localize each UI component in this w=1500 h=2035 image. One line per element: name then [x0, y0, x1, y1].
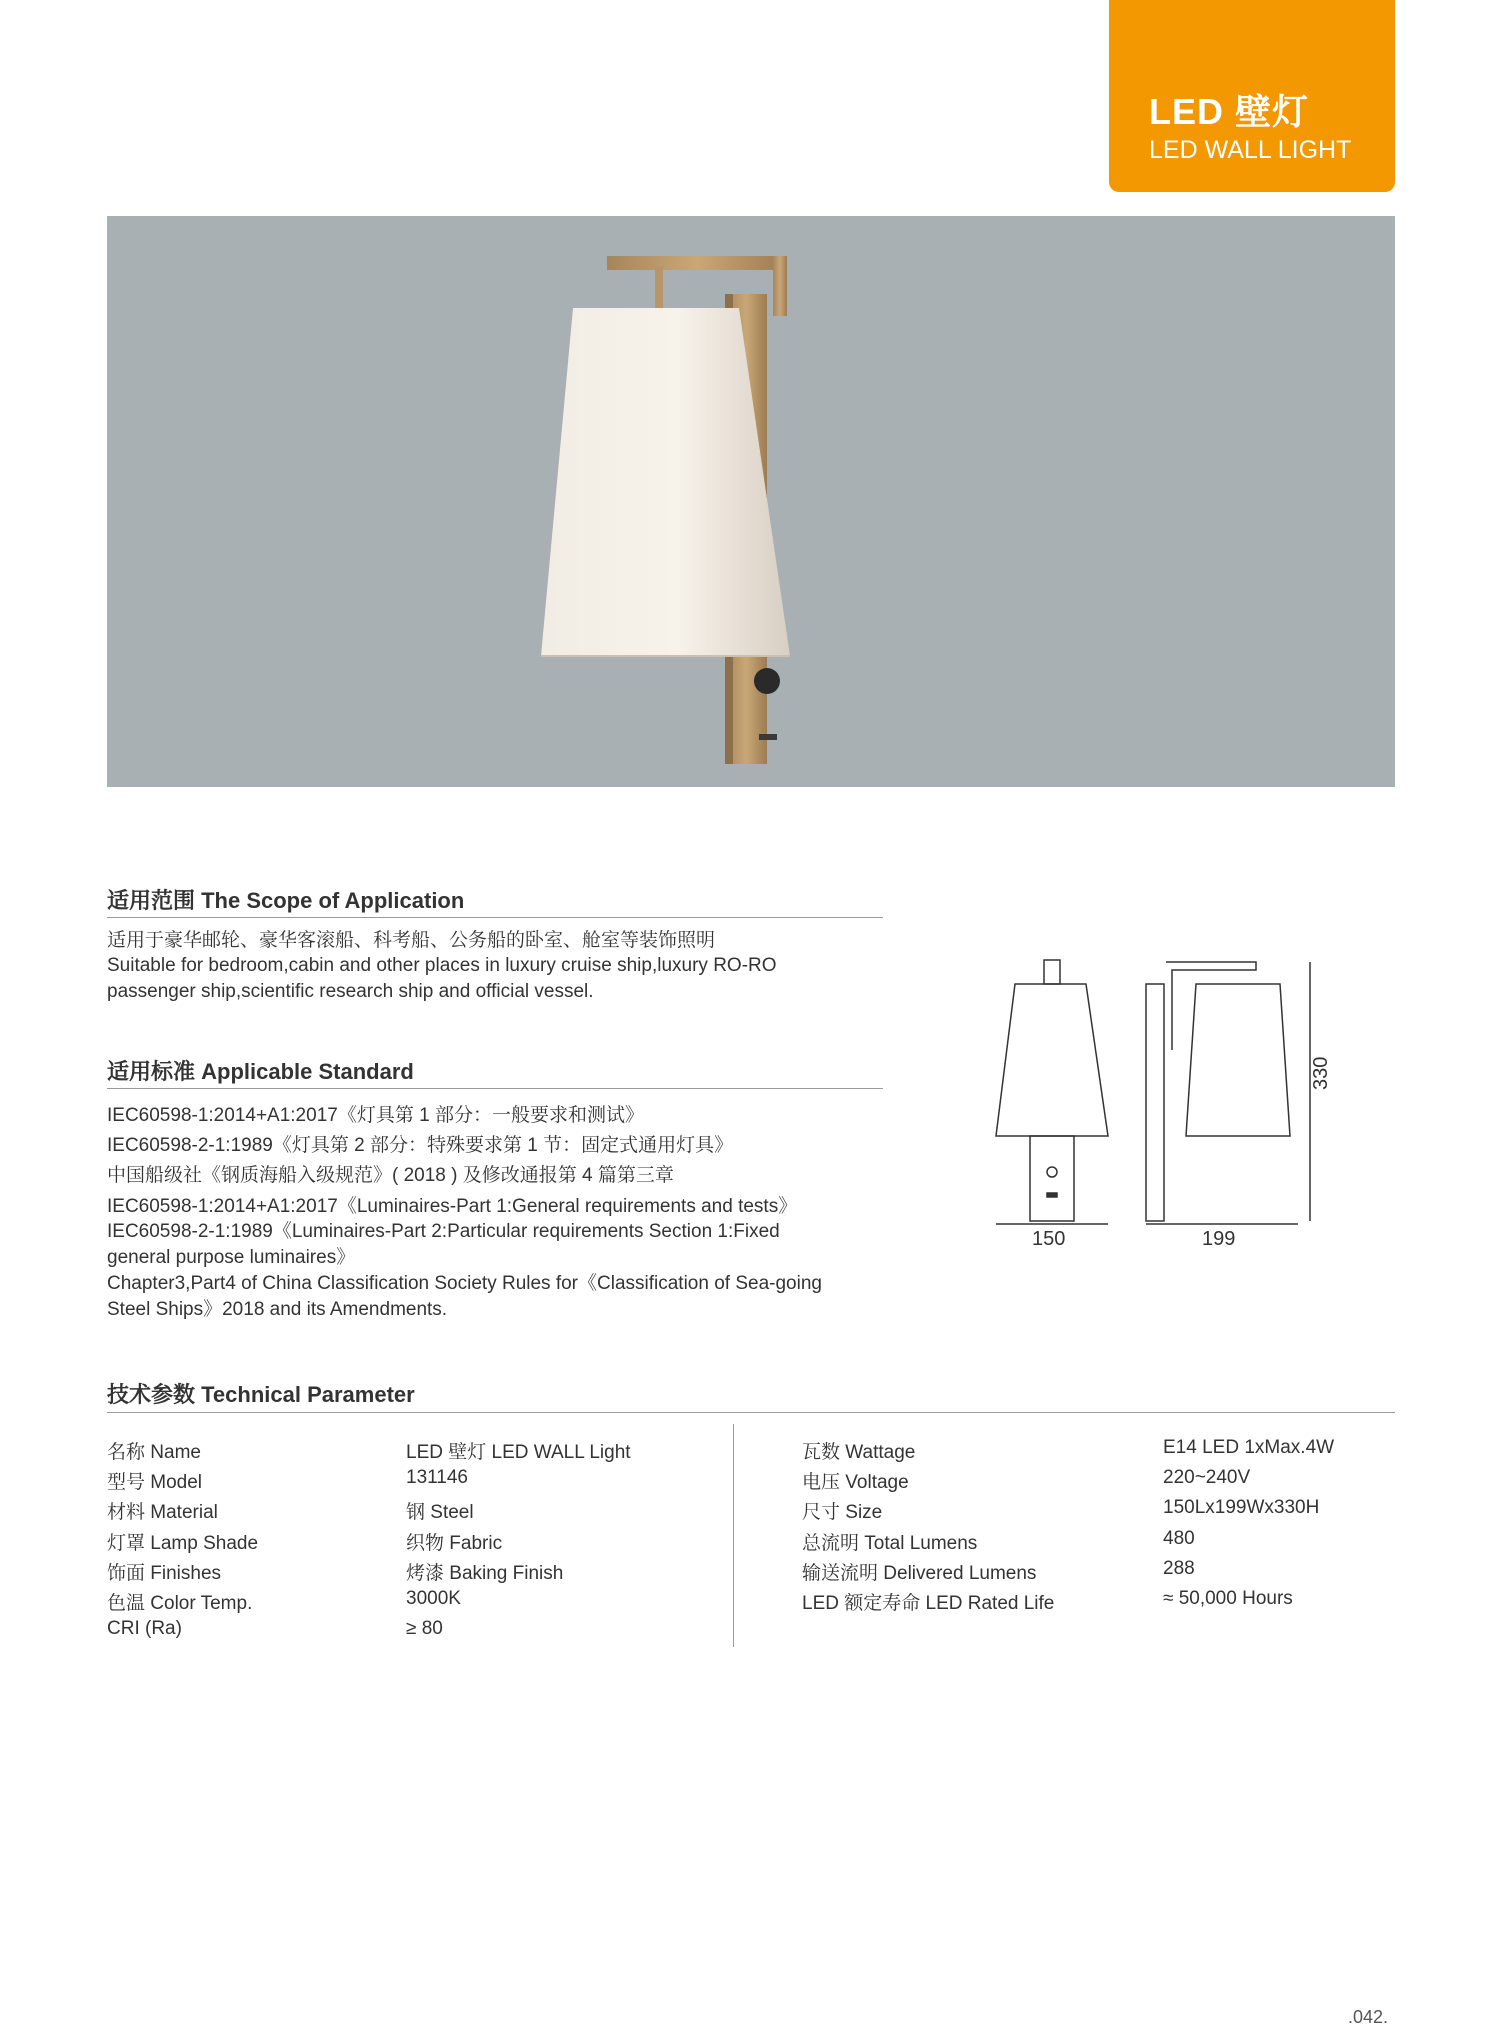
param-value: E14 LED 1xMax.4W: [1163, 1437, 1335, 1458]
dimension-drawing: [980, 950, 1340, 1260]
product-title-en: LED WALL LIGHT: [1149, 136, 1352, 164]
standard-line: Steel Ships》2018 and its Amendments.: [107, 1299, 448, 1320]
standard-title: 适用标准 Applicable Standard: [107, 1059, 414, 1084]
param-label: 名称 Name: [107, 1442, 201, 1463]
technical-title: 技术参数 Technical Parameter: [107, 1382, 415, 1407]
page-number: .042.: [1348, 2007, 1389, 2027]
standard-divider: [107, 1088, 883, 1089]
scope-text-cn: 适用于豪华邮轮、豪华客滚船、科考船、公务船的卧室、舱室等装饰照明: [107, 930, 716, 951]
param-value: 织物 Fabric: [406, 1533, 503, 1554]
header-tab: [1109, 0, 1395, 192]
product-photo: [107, 216, 1395, 787]
standard-line: IEC60598-1:2014+A1:2017《Luminaires-Part 1:General requirements and tests》: [107, 1196, 798, 1217]
param-value: ≥ 80: [406, 1618, 443, 1639]
param-label: LED 额定寿命 LED Rated Life: [802, 1593, 1055, 1614]
standard-line: IEC60598-2-1:1989《灯具第 2 部分：特殊要求第 1 节：固定式通用灯具》: [107, 1135, 734, 1156]
param-value: ≈ 50,000 Hours: [1163, 1588, 1293, 1609]
param-value: 3000K: [406, 1588, 461, 1609]
param-label: CRI (Ra): [107, 1618, 182, 1639]
wall-lamp-illustration: [107, 216, 1395, 787]
scope-title: 适用范围 The Scope of Application: [107, 888, 465, 913]
standard-line: IEC60598-2-1:1989《Luminaires-Part 2:Particular requirements Section 1:Fixed: [107, 1221, 780, 1242]
param-label: 尺寸 Size: [802, 1502, 883, 1523]
standard-line: Chapter3,Part4 of China Classification Society Rules for《Classification of Sea-going: [107, 1273, 822, 1294]
scope-text-en-1: Suitable for bedroom,cabin and other places in luxury cruise ship,luxury RO-RO: [107, 955, 777, 976]
standard-line: 中国船级社《钢质海船入级规范》( 2018 ) 及修改通报第 4 篇第三章: [107, 1165, 674, 1186]
standard-line: IEC60598-1:2014+A1:2017《灯具第 1 部分：一般要求和测试》: [107, 1105, 644, 1126]
depth-dimension-label: 199: [1202, 1228, 1236, 1250]
param-value: LED 壁灯 LED WALL Light: [406, 1442, 631, 1463]
product-title-cn: LED 壁灯: [1149, 91, 1310, 132]
param-label: 色温 Color Temp.: [107, 1593, 253, 1614]
technical-column-divider: [733, 1424, 734, 1647]
param-value: 220~240V: [1163, 1467, 1251, 1488]
param-label: 型号 Model: [107, 1472, 203, 1493]
standard-line: general purpose luminaires》: [107, 1247, 356, 1268]
param-value: 150Lx199Wx330H: [1163, 1497, 1320, 1518]
width-dimension-label: 150: [1032, 1228, 1066, 1250]
dimension-drawing-svg: [980, 950, 1340, 1260]
param-value: 131146: [406, 1467, 468, 1488]
param-label: 输送流明 Delivered Lumens: [802, 1563, 1037, 1584]
param-label: 灯罩 Lamp Shade: [107, 1533, 259, 1554]
scope-divider: [107, 917, 883, 918]
param-label: 电压 Voltage: [802, 1472, 909, 1493]
scope-text-en-2: passenger ship,scientific research ship and official vessel.: [107, 981, 594, 1002]
param-value: 烤漆 Baking Finish: [406, 1563, 564, 1584]
param-label: 材料 Material: [107, 1502, 218, 1523]
technical-divider: [107, 1412, 1395, 1413]
param-label: 总流明 Total Lumens: [802, 1533, 978, 1554]
param-label: 瓦数 Wattage: [802, 1442, 916, 1463]
param-value: 480: [1163, 1528, 1195, 1549]
param-value: 钢 Steel: [406, 1502, 474, 1523]
param-label: 饰面 Finishes: [107, 1563, 222, 1584]
height-dimension-label: 330: [1310, 1056, 1332, 1090]
param-value: 288: [1163, 1558, 1195, 1579]
